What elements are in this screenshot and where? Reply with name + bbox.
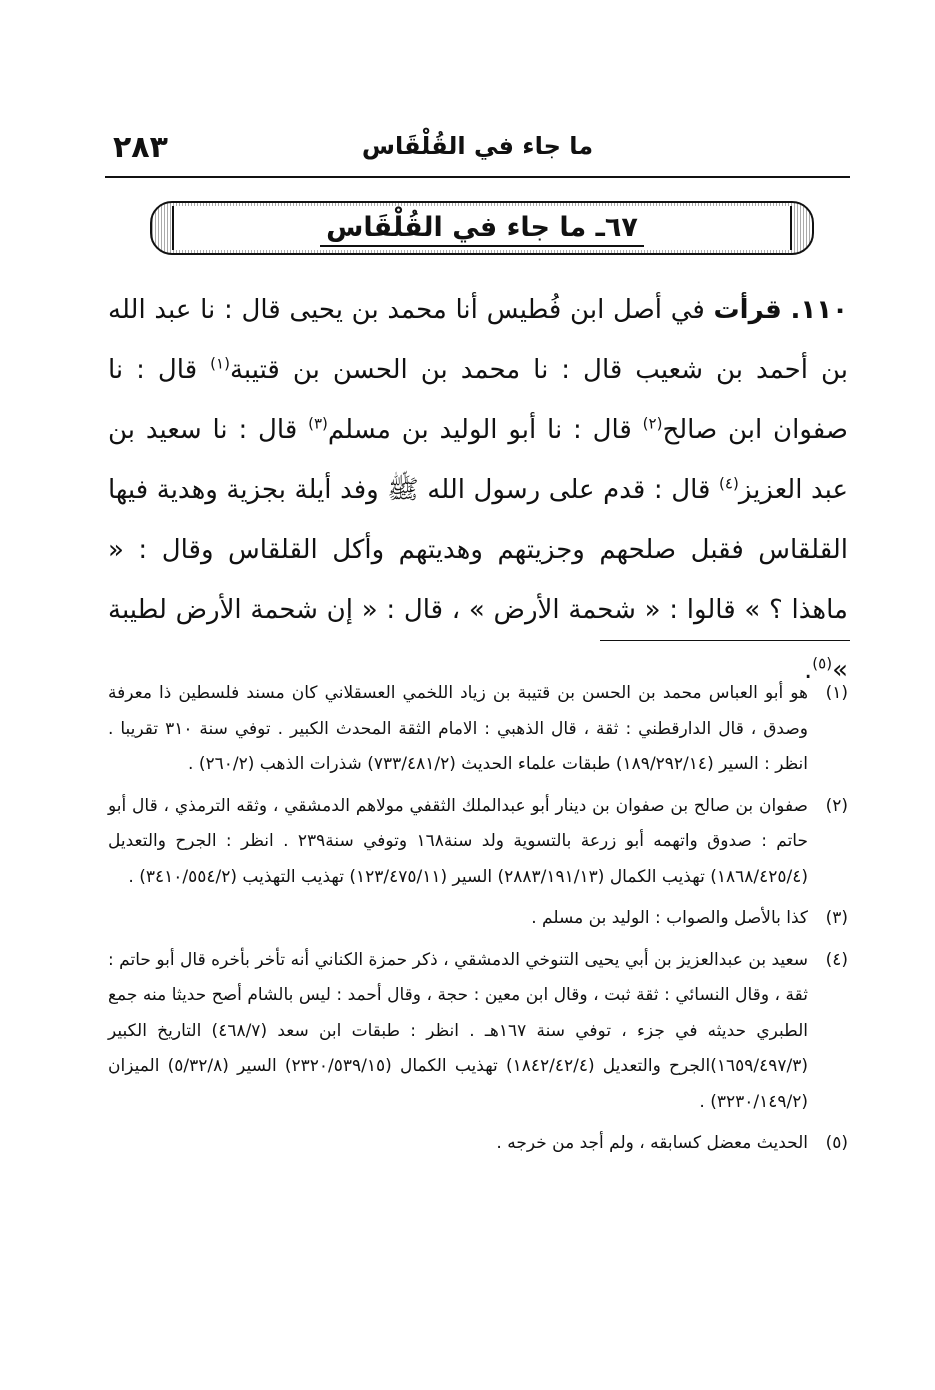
chapter-title: ٦٧ـ ما جاء في القُلْقَاس xyxy=(320,212,644,247)
chapter-title-frame xyxy=(150,201,814,255)
hadith-number: ١١٠. xyxy=(790,295,849,325)
footnote-2 xyxy=(108,789,848,896)
chapter-title-inner xyxy=(172,206,792,250)
footnote-text: سعيد بن عبدالعزيز بن أبي يحيى التنوخي الدمشقي ، ذكر حمزة الكناني أنه تأخر بأخره قال أبو حاتم : ثقة ، وقال النسائي : ثقة ثبت ، وقال ابن معين : حجة ، وقال أحمد : ليس بالشام أصح حديثا منه جمع الطبري حديثه في جزء ، توفي سنة ١٦٧هـ . انظر : طبقات ابن سعد (٤٦٨/٧) التاريخ الكبير (١٦٥٩/٤٩٧/٣)الجرح والتعديل (١٨٤٢/٤٢/٤) تهذيب الكمال (٢٣٢٠/٥٣٩/١٥) السير (٥/٣٢/٨) الميزان (٣٢٣٠/١٤٩/٢) . xyxy=(108,949,808,1112)
hadith-segment-3: قال : نا أبو الوليد بن مسلم xyxy=(327,415,632,445)
footnote-4 xyxy=(108,943,848,1121)
footnote-ref-5: (٥) xyxy=(812,654,833,673)
footnote-ref-3: (٣) xyxy=(308,414,328,433)
footnote-number: (١) xyxy=(825,683,848,703)
footnote-ref-2: (٢) xyxy=(642,414,663,433)
hadith-text xyxy=(108,280,848,700)
footnote-number: (٤) xyxy=(825,949,848,970)
footnote-number: (٢) xyxy=(825,795,848,816)
footnotes xyxy=(108,676,848,1168)
header-rule xyxy=(105,176,850,178)
hadith-end: . xyxy=(804,655,813,685)
footnote-ref-4: (٤) xyxy=(719,474,739,493)
page-number: ٢٨٣ xyxy=(113,130,168,165)
hadith-segment-5: قال : قدم على رسول الله ﷺ وفد أيلة بجزية وهدية فيها القلقاس فقبل صلحهم وجزيتهم وهديتهم وأكل القلقاس وقال : « ماهذا ؟ » قالوا : « شحمة الأرض » ، قال : « إن شحمة الأرض لطيبة » xyxy=(108,475,848,685)
footnote-number: (٥) xyxy=(825,1133,848,1153)
footnote-number: (٣) xyxy=(825,908,848,928)
hadith-qara-word: قرأت xyxy=(713,295,782,325)
running-title: ما جاء في القُلْقَاس xyxy=(361,132,594,160)
footnote-text: كذا بالأصل والصواب : الوليد بن مسلم . xyxy=(531,908,808,928)
footnote-text: الحديث معضل كسابقه ، ولم أجد من خرجه . xyxy=(496,1133,808,1153)
footnote-separator xyxy=(600,640,850,641)
footnote-1 xyxy=(108,676,848,783)
hadith-segment-2: قال : نا صفوان ابن صالح xyxy=(108,355,848,445)
footnote-5 xyxy=(108,1126,848,1162)
hadith-segment-4: قال : نا سعيد بن عبد العزيز xyxy=(108,415,849,505)
hadith-segment-1: في أصل ابن فُطيس أنا محمد بن يحيى قال : نا عبد الله بن أحمد بن شعيب قال : نا محمد بن الحسن بن قتيبة xyxy=(108,295,849,385)
footnote-ref-1: (١) xyxy=(210,354,230,373)
footnote-text: صفوان بن صالح بن صفوان بن دينار أبو عبدالملك الثقفي مولاهم الدمشقي ، وثقه الترمذي ، قال أبو حاتم : صدوق واتهمه أبو زرعة بالتسوية ولد سنة١٦٨ وتوفي سنة٢٣٩ . انظر : الجرح والتعديل (١٨٦٨/٤٢٥/٤) تهذيب الكمال (٢٨٨٣/١٩١/١٣) السير (١٢٣/٤٧٥/١١) تهذيب التهذيب (٣٤١٠/٥٥٤/٢) . xyxy=(108,795,808,887)
running-header xyxy=(105,118,850,176)
footnote-text: هو أبو العباس محمد بن الحسن بن قتيبة بن زياد اللخمي العسقلاني كان مسند فلسطين ذا معرفة وصدق ، قال الدارقطني : ثقة ، قال الذهبي : الامام الثقة المحدث الكبير . توفي سنة ٣١٠ تقريبا . انظر : السير (١٨٩/٢٩٢/١٤) طبقات علماء الحديث (٧٣٣/٤٨١/٢) شذرات الذهب (٢٦٠/٢) . xyxy=(108,683,808,774)
footnote-3 xyxy=(108,901,848,937)
